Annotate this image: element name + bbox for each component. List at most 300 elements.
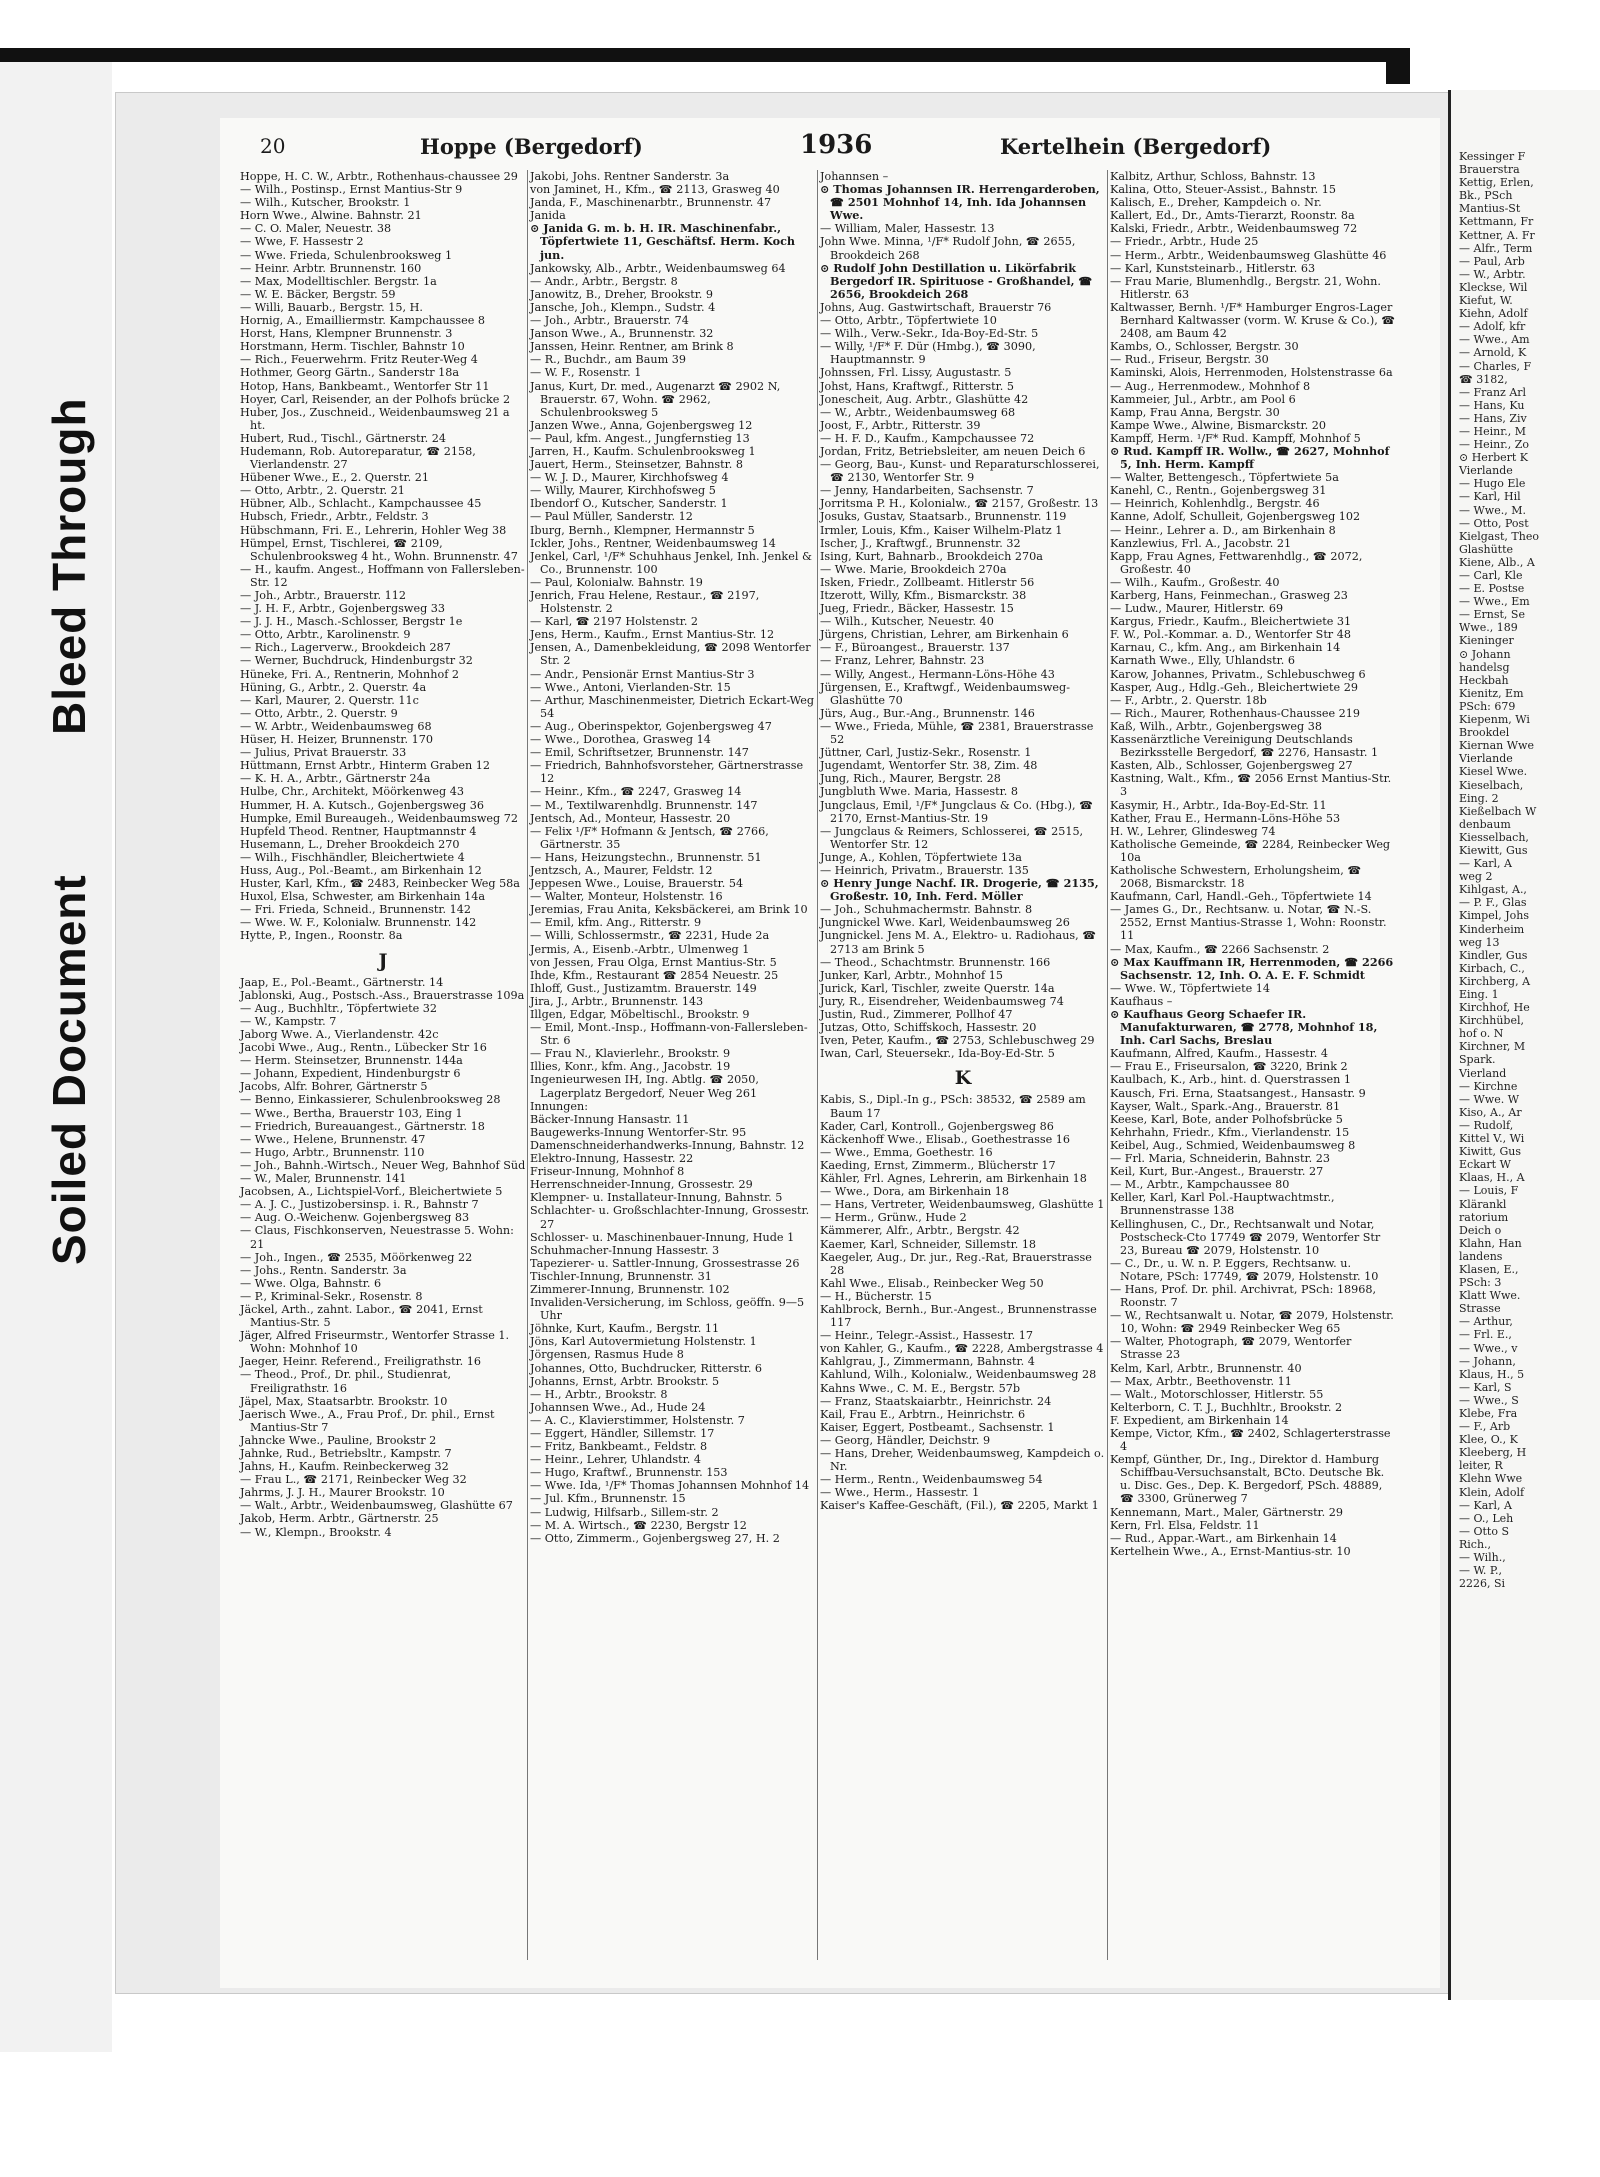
directory-entry: Hüttmann, Ernst Arbtr., Hinterm Graben 12 [240, 759, 491, 773]
directory-entry: — Arthur, Maschinenmeister, Dietrich Eckart-Weg 54 [530, 693, 815, 720]
adjacent-entry: Klehn Wwe [1459, 1472, 1523, 1486]
directory-entry: Humpke, Emil Bureaugeh., Weidenbaumsweg 72 [240, 811, 518, 825]
directory-entry: — J. H. F., Arbtr., Gojenbergsweg 33 [240, 602, 446, 616]
directory-entry: — Heinrich, Privatm., Brauerstr. 135 [820, 863, 1029, 877]
directory-entry: F. W., Pol.-Kommar. a. D., Wentorfer Str 48 [1110, 628, 1351, 642]
directory-entry: — M. A. Wirtsch., ☎ 2230, Bergstr 12 [530, 1518, 747, 1532]
directory-entry: — Georg, Bau-, Kunst- und Reparaturschlosserei, ☎ 2130, Wentorfer Str. 9 [820, 458, 1100, 485]
column-divider [527, 170, 528, 1960]
directory-entry: Ihloff, Gust., Justizamtm. Brauerstr. 149 [530, 981, 757, 995]
adjacent-entry: — Adolf, kfr [1459, 320, 1526, 334]
directory-entry: — Wilh., Postinsp., Ernst Mantius-Str 9 [240, 183, 463, 197]
directory-entry: ⊙ Thomas Johannsen IR. Herrengarderoben, ☎ 2501 Mohnhof 14, Inh. Ida Johannsen Wwe. [820, 182, 1100, 223]
directory-entry: — Wilh., Fischhändler, Bleichertwiete 4 [240, 850, 465, 864]
adjacent-entry: Klebe, Fra [1459, 1407, 1518, 1420]
directory-entry: Kahlund, Wilh., Kolonialw., Weidenbaumsweg 28 [820, 1368, 1097, 1382]
directory-entry: — Friedrich, Bahnhofsvorsteher, Gärtnerstrasse 12 [530, 759, 804, 786]
directory-entry: Johanns, Ernst, Arbtr. Brookstr. 5 [530, 1374, 720, 1388]
directory-entry: Jahrms, J. J. H., Maurer Brookstr. 10 [240, 1486, 445, 1500]
directory-entry: — Wwe., Emma, Goethestr. 16 [820, 1145, 993, 1159]
directory-entry: Kelterborn, C. T. J., Buchhltr., Brookstr. 2 [1110, 1400, 1343, 1414]
column-1 [240, 170, 526, 1960]
directory-entry: — Rud., Appar.-Wart., am Birkenhain 14 [1110, 1531, 1337, 1545]
page-header [240, 130, 1440, 160]
directory-entry: Jahnke, Rud., Betriebsltr., Kampstr. 7 [240, 1447, 452, 1460]
directory-entry: — Walt., Motorschlosser, Hitlerstr. 55 [1110, 1387, 1324, 1401]
directory-entry: — H., Bücherstr. 15 [820, 1289, 932, 1303]
directory-entry: — Wwe., Helene, Brunnenstr. 47 [240, 1132, 426, 1146]
directory-entry: — Joh., Arbtr., Brauerstr. 74 [530, 314, 689, 328]
directory-entry: Hytte, P., Ingen., Roonstr. 8a [240, 929, 403, 943]
directory-entry: — Frau L., ☎ 2171, Reinbecker Weg 32 [240, 1473, 467, 1487]
adjacent-entry: — Heinr., Zo [1459, 438, 1530, 452]
directory-entry: — Otto, Zimmerm., Gojenbergsweg 27, H. 2 [530, 1531, 780, 1545]
directory-entry: Illies, Konr., kfm. Ang., Jacobstr. 19 [530, 1060, 731, 1074]
directory-entry: Jaborg Wwe. A., Vierlandenstr. 42c [240, 1028, 439, 1041]
directory-entry: Janowitz, B., Dreher, Brookstr. 9 [530, 287, 714, 301]
adjacent-entry: PSch: 3 [1459, 1276, 1502, 1290]
directory-entry: Kammeier, Jul., Arbtr., am Pool 6 [1110, 392, 1296, 406]
adjacent-entry: Brookdel [1459, 726, 1510, 740]
directory-entry: Jira, J., Arbtr., Brunnenstr. 143 [530, 994, 704, 1008]
directory-entry: — Jenny, Handarbeiten, Sachsenstr. 7 [820, 484, 1034, 498]
directory-entry: — K. H. A., Arbtr., Gärtnerstr 24a [240, 772, 431, 786]
directory-entry: — Otto, Arbtr., Karolinenstr. 9 [240, 628, 411, 642]
directory-entry: — Felix ¹/F* Hofmann & Jentsch, ☎ 2766, Gärtnerstr. 35 [530, 824, 769, 851]
directory-entry: — Max, Modelltischler. Bergstr. 1a [240, 274, 437, 288]
directory-entry: Schlosser- u. Maschinenbauer-Innung, Hude 1 [530, 1230, 795, 1244]
directory-entry: — Georg, Händler, Deichstr. 9 [820, 1433, 991, 1447]
directory-entry: Katholische Schwestern, Erholungsheim, ☎ 2068, Bismarckstr. 18 [1110, 863, 1362, 891]
adjacent-entry: — W., Arbtr. [1459, 267, 1526, 281]
adjacent-entry: Kiewitt, Gus [1459, 843, 1528, 857]
directory-entry: Jankowsky, Alb., Arbtr., Weidenbaumsweg 64 [530, 261, 786, 275]
directory-entry: — Walter, Photograph, ☎ 2079, Wentorfer Strasse 23 [1110, 1335, 1352, 1362]
directory-entry: — W., Klempn., Brookstr. 4 [240, 1525, 392, 1539]
adjacent-entry: Mantius-St [1459, 202, 1521, 216]
adjacent-entry: — Karl, S [1459, 1380, 1512, 1394]
adjacent-entry: Kieselbach, [1459, 778, 1524, 792]
directory-entry: — Wwe., Herm., Hassestr. 1 [820, 1486, 980, 1500]
directory-entry: — Theod., Prof., Dr. phil., Studienrat, Freiligrathstr. 16 [240, 1368, 452, 1395]
directory-entry: Jöns, Karl Autovermietung Holstenstr. 1 [530, 1335, 757, 1349]
directory-entry: — Aug., Oberinspektor, Gojenbergsweg 47 [530, 719, 772, 733]
adjacent-entry: — Hugo Ele [1459, 477, 1526, 491]
adjacent-entry: — Paul, Arb [1459, 254, 1525, 268]
directory-entry: Kastning, Walt., Kfm., ☎ 2056 Ernst Mantius-Str. 3 [1110, 772, 1392, 799]
directory-entry: — Emil, kfm. Ang., Ritterstr. 9 [530, 916, 702, 930]
directory-entry: — Willi, Schlossermstr., ☎ 2231, Hude 2a [530, 929, 770, 943]
directory-page [220, 118, 1440, 1988]
column-3 [820, 170, 1106, 1960]
directory-entry: von Jaminet, H., Kfm., ☎ 2113, Grasweg 40 [530, 183, 780, 197]
adjacent-entry: Eing. 1 [1459, 988, 1499, 1001]
side-labels [42, 265, 102, 1285]
directory-entry: — Wwe, F. Hassestr 2 [240, 235, 364, 249]
directory-entry: — Hugo, Arbtr., Brunnenstr. 110 [240, 1145, 425, 1159]
directory-entry: Zimmerer-Innung, Brunnenstr. 102 [530, 1282, 730, 1296]
directory-entry: Justin, Rud., Zimmerer, Pollhof 47 [820, 1008, 1013, 1021]
column-divider [1107, 170, 1108, 1960]
directory-entry: Kasper, Aug., Hdlg.-Geh., Bleichertwiete 29 [1110, 680, 1358, 694]
adjacent-entry: — Wwe. W [1459, 1092, 1520, 1106]
directory-entry: Hothmer, Georg Gärtn., Sanderstr 18a [240, 366, 460, 380]
directory-entry: Kahlbrock, Bernh., Bur.-Angest., Brunnenstrasse 117 [820, 1302, 1097, 1330]
directory-entry: Kelm, Karl, Arbtr., Brunnenstr. 40 [1110, 1361, 1302, 1375]
directory-entry: — Walter, Bettengesch., Töpfertwiete 5a [1110, 471, 1339, 485]
adjacent-entry: ⊙ Johann [1459, 647, 1511, 661]
directory-entry: Kertelhein Wwe., A., Ernst-Mantius-str. 10 [1110, 1544, 1351, 1558]
directory-entry: — Rich., Maurer, Rothenhaus-Chaussee 219 [1110, 706, 1360, 720]
directory-entry: — Jungclaus & Reimers, Schlosserei, ☎ 2515, Wentorfer Str. 12 [820, 824, 1084, 851]
directory-entry: — W., Arbtr., Weidenbaumsweg 68 [820, 405, 1016, 419]
directory-entry: — W., Kampstr. 7 [240, 1014, 337, 1028]
directory-entry: — Willi, Bauarb., Bergstr. 15, H. [240, 300, 423, 314]
directory-entry: — P., Kriminal-Sekr., Rosenstr. 8 [240, 1289, 423, 1303]
adjacent-entry: Kettig, Erlen, [1459, 176, 1534, 190]
directory-entry: Iven, Peter, Kaufm., ☎ 2753, Schlebuschweg 29 [820, 1034, 1095, 1048]
section-letter: K [954, 1067, 972, 1090]
directory-entry: — Otto, Arbtr., Töpfertwiete 10 [820, 314, 997, 328]
directory-entry: — J. J. H., Masch.-Schlosser, Bergstr 1e [240, 615, 463, 629]
adjacent-entry: — Arthur, [1459, 1315, 1513, 1329]
directory-entry: — Emil, Mont.-Insp., Hoffmann-von-Fallersleben-Str. 6 [530, 1021, 808, 1048]
directory-entry: — Wwe., Dorothea, Grasweg 14 [530, 733, 711, 747]
directory-entry: Baugewerks-Innung Wentorfer-Str. 95 [530, 1125, 747, 1139]
directory-entry: — Friedr., Arbtr., Hude 25 [1110, 235, 1259, 249]
directory-entry: Kaltwasser, Bernh. ¹/F* Hamburger Engros-Lager Bernhard Kaltwasser (vorm. W. Kruse & Co.), ☎ 2408, am Baum 42 [1110, 300, 1396, 341]
directory-entry: Jäckel, Arth., zahnt. Labor., ☎ 2041, Ernst Mantius-Str. 5 [240, 1302, 483, 1330]
adjacent-entry: — Frl. E., [1459, 1328, 1512, 1342]
directory-entry: Jacobi Wwe., Aug., Rentn., Lübecker Str 16 [240, 1041, 487, 1055]
adjacent-entry: Kessinger F [1459, 150, 1526, 163]
directory-entry: — Julius, Privat Brauerstr. 33 [240, 746, 407, 760]
directory-entry: Klempner- u. Installateur-Innung, Bahnstr. 5 [530, 1191, 783, 1205]
directory-entry: Herrenschneider-Innung, Grossestr. 29 [530, 1178, 753, 1192]
directory-entry: — M., Textilwarenhdlg. Brunnenstr. 147 [530, 798, 758, 812]
adjacent-entry: Kittel V., Wi [1459, 1132, 1525, 1146]
directory-entry: Jensen, A., Damenbekleidung, ☎ 2098 Wentorfer Str. 2 [530, 641, 811, 668]
directory-entry: Hüneke, Fri. A., Rentnerin, Mohnhof 2 [240, 667, 460, 681]
directory-entry: Kallert, Ed., Dr., Amts-Tierarzt, Roonstr. 8a [1110, 209, 1355, 223]
directory-entry: — Theod., Schachtmstr. Brunnenstr. 166 [820, 955, 1051, 969]
directory-entry: Janssen, Heinr. Rentner, am Brink 8 [530, 340, 734, 354]
directory-entry: von Jessen, Frau Olga, Ernst Mantius-Str. 5 [530, 955, 777, 969]
adjacent-entry: Kieninger [1459, 634, 1514, 648]
directory-entry: Kehrhahn, Friedr., Kfm., Vierlandenstr. 15 [1110, 1125, 1350, 1139]
directory-entry: — Wwe., Frieda, Mühle, ☎ 2381, Brauerstrasse 52 [820, 719, 1094, 747]
directory-entry: Huxol, Elsa, Schwester, am Birkenhain 14a [240, 890, 486, 904]
adjacent-entry: Klahn, Han [1459, 1236, 1522, 1250]
directory-entry: Kasten, Alb., Schlosser, Gojenbergsweg 27 [1110, 759, 1353, 773]
directory-entry: — Paul, Kolonialw. Bahnstr. 19 [530, 575, 703, 589]
directory-entry: Janus, Kurt, Dr. med., Augenarzt ☎ 2902 N, Brauerstr. 67, Wohn. ☎ 2962, Schulenbrooksweg 5 [530, 379, 781, 419]
directory-entry: Ihde, Kfm., Restaurant ☎ 2854 Neuestr. 25 [530, 968, 779, 982]
directory-entry: Johnssen, Frl. Lissy, Augustastr. 5 [820, 366, 1012, 380]
section-letter: J [378, 949, 388, 972]
directory-entry: Jäger, Alfred Friseurmstr., Wentorfer Strasse 1. Wohn: Mohnhof 10 [240, 1329, 510, 1356]
directory-entry: Kargus, Friedr., Kaufm., Bleichertwiete 31 [1110, 615, 1352, 629]
directory-entry: — Willy, Angest., Hermann-Löns-Höhe 43 [820, 667, 1055, 681]
directory-entry: Hübschmann, Fri. E., Lehrerin, Hohler Weg 38 [240, 523, 507, 537]
directory-entry: Kahlgrau, J., Zimmermann, Bahnstr. 4 [820, 1355, 1035, 1369]
directory-entry: — W. Arbtr., Weidenbaumsweg 68 [240, 719, 432, 733]
directory-entry: Kampe Wwe., Alwine, Bismarckstr. 20 [1110, 418, 1327, 432]
directory-entry: — Johann, Expedient, Hindenburgstr 6 [240, 1067, 461, 1081]
directory-entry: Hübener Wwe., E., 2. Querstr. 21 [240, 471, 429, 485]
adjacent-entry: — Wilh., [1459, 1551, 1506, 1565]
directory-entry: Hübner, Alb., Schlacht., Kampchaussee 45 [240, 497, 482, 511]
directory-entry: Kaufmann, Carl, Handl.-Geh., Töpfertwiete 14 [1110, 890, 1372, 904]
directory-entry: Jermis, A., Eisenb.-Arbtr., Ulmenweg 1 [530, 942, 750, 956]
directory-entry: Hummer, H. A. Kutsch., Gojenbergsweg 36 [240, 798, 484, 812]
directory-entry: Hudemann, Rob. Autoreparatur, ☎ 2158, Vierlandenstr. 27 [240, 444, 476, 472]
directory-entry: Horstmann, Herm. Tischler, Bahnstr 10 [240, 340, 465, 354]
directory-entry: — Werner, Buchdruck, Hindenburgstr 32 [240, 654, 473, 668]
adjacent-entry: — Karl, A [1459, 857, 1512, 871]
directory-entry: — Hugo, Kraftwf., Brunnenstr. 153 [530, 1466, 728, 1480]
directory-entry: Ibendorf O., Kutscher, Sanderstr. 1 [530, 497, 728, 511]
directory-entry: Huster, Karl, Kfm., ☎ 2483, Reinbecker Weg 58a [240, 877, 520, 891]
directory-entry: — Rich., Feuerwehrm. Fritz Reuter-Weg 4 [240, 353, 478, 367]
directory-entry: — M., Arbtr., Kampchaussee 80 [1110, 1178, 1290, 1192]
adjacent-entry: — Otto S [1459, 1524, 1510, 1538]
directory-entry: — Heinr., Kfm., ☎ 2247, Grasweg 14 [530, 785, 742, 799]
directory-entry: Kempf, Günther, Dr., Ing., Direktor d. Hamburg Schiffbau-Versuchsanstalt, BCto. Deutsche Bk. u. Disc. Ges., Dep. K. Bergedorf, PSch. 48889, ☎ 3300, Grünerweg 7 [1110, 1453, 1385, 1506]
directory-entry: Jury, R., Eisendreher, Weidenbaumsweg 74 [820, 994, 1064, 1008]
adjacent-entry: Klee, O., K [1459, 1433, 1518, 1447]
directory-entry: Kennemann, Mart., Maler, Gärtnerstr. 29 [1110, 1505, 1344, 1519]
directory-entry: Hubert, Rud., Tischl., Gärtnerstr. 24 [240, 431, 446, 445]
adjacent-entry: — Karl, A [1459, 1498, 1512, 1512]
directory-entry: Hupfeld Theod. Rentner, Hauptmannstr 4 [240, 824, 477, 838]
directory-entry: — Paul Müller, Sanderstr. 12 [530, 510, 693, 524]
directory-entry: — Franz, Staatskaiarbtr., Heinrichstr. 24 [820, 1394, 1052, 1408]
adjacent-entry: Kimpel, Johs [1459, 909, 1529, 923]
directory-entry: Huss, Aug., Pol.-Beamt., am Birkenhain 12 [240, 863, 482, 877]
directory-entry: Kaeding, Ernst, Zimmerm., Blücherstr 17 [820, 1158, 1056, 1172]
adjacent-entry: Kiefut, W. [1459, 294, 1513, 308]
bleed-through-label: Bleed Through [43, 397, 95, 735]
directory-entry: — Heinr., Lehrer, Uhlandstr. 4 [530, 1453, 701, 1467]
adjacent-entry: Kiesselbach, [1459, 830, 1529, 844]
adjacent-entry: Vierland [1459, 1066, 1507, 1080]
directory-entry: Horn Wwe., Alwine. Bahnstr. 21 [240, 209, 422, 223]
directory-entry: Kalina, Otto, Steuer-Assist., Bahnstr. 15 [1110, 183, 1336, 197]
directory-entry: Jenkel, Carl, ¹/F* Schuhhaus Jenkel, Inh. Jenkel & Co., Brunnenstr. 100 [530, 549, 812, 576]
adjacent-entry: Brauerstra [1459, 163, 1520, 177]
adjacent-entry: Kiene, Alb., A [1459, 555, 1535, 569]
directory-entry: Kahns Wwe., C. M. E., Bergstr. 57b [820, 1381, 1020, 1395]
directory-entry: — F., Arbtr., 2. Querstr. 18b [1110, 693, 1267, 707]
directory-entry: Hüning, G., Arbtr., 2. Querstr. 4a [240, 680, 427, 694]
directory-entry: — Walter, Monteur, Holstenstr. 16 [530, 890, 723, 904]
directory-entry: Kalbitz, Arthur, Schloss, Bahnstr. 13 [1110, 170, 1316, 183]
adjacent-entry: Kiernan Wwe [1459, 739, 1534, 753]
adjacent-entry: landens [1459, 1249, 1503, 1263]
directory-entry: Keller, Karl, Karl Pol.-Hauptwachtmstr., Brunnenstrasse 138 [1110, 1191, 1335, 1218]
directory-entry: — Andr., Arbtr., Bergstr. 8 [530, 274, 678, 288]
directory-entry: Jablonski, Aug., Postsch.-Ass., Brauerstrasse 109a [240, 988, 525, 1002]
adjacent-entry: Kiehn, Adolf [1459, 307, 1528, 321]
adjacent-entry: Bk., PSch [1459, 189, 1513, 203]
directory-entry: Kapp, Frau Agnes, Fettwarenhdlg., ☎ 2072, Großestr. 40 [1110, 549, 1363, 576]
directory-entry: — Claus, Fischkonserven, Neuestrasse 5. Wohn: 21 [240, 1224, 514, 1251]
adjacent-entry: weg 13 [1459, 935, 1500, 949]
directory-entry: — H., kaufm. Angest., Hoffmann von Fallersleben-Str. 12 [240, 562, 525, 589]
adjacent-entry: Kirchhübel, [1459, 1014, 1524, 1028]
directory-entry: — Heinrich, Kohlenhdlg., Bergstr. 46 [1110, 497, 1320, 511]
directory-entry: Jung, Rich., Maurer, Bergstr. 28 [820, 772, 1001, 786]
adjacent-entry: ⊙ Herbert K [1459, 451, 1529, 465]
directory-entry: — Wwe., Dora, am Birkenhain 18 [820, 1185, 1009, 1199]
soiled-document-label: Soiled Document [43, 874, 95, 1265]
adjacent-entry: — Arnold, K [1459, 346, 1527, 360]
directory-entry: — Wwe. Ida, ¹/F* Thomas Johannsen Mohnhof 14 [530, 1479, 810, 1493]
directory-entry: Jäpel, Max, Staatsarbtr. Brookstr. 10 [240, 1394, 448, 1408]
directory-entry: Jungclaus, Emil, ¹/F* Jungclaus & Co. (Hbg.), ☎ 2170, Ernst-Mantius-Str. 19 [820, 798, 1094, 825]
directory-entry: Kanehl, C., Rentn., Gojenbergsweg 31 [1110, 484, 1327, 498]
scanner-top-border [0, 48, 1410, 62]
adjacent-entry: Kettner, A. Fr [1459, 228, 1535, 242]
directory-entry: — Wilh., Kutscher, Neuestr. 40 [820, 615, 994, 629]
directory-entry: Jugendamt, Wentorfer Str. 38, Zim. 48 [820, 759, 1038, 773]
directory-entry: Jurick, Karl, Tischler, zweite Querstr. 14a [820, 981, 1055, 995]
directory-entry: H. W., Lehrer, Glindesweg 74 [1110, 824, 1276, 838]
directory-entry: — H. F. D., Kaufm., Kampchaussee 72 [820, 431, 1035, 445]
directory-entry: — James G., Dr., Rechtsanw. u. Notar, ☎ N.-S. 2552, Ernst Mantius-Strasse 1, Wohn: Roonstr. 11 [1110, 903, 1387, 943]
directory-columns [240, 170, 1420, 1960]
adjacent-entry: Kirbach, C., [1459, 961, 1525, 975]
directory-entry: Jorritsma P. H., Kolonialw., ☎ 2157, Großestr. 13 [820, 497, 1099, 511]
directory-entry: Kaegeler, Aug., Dr. jur., Reg.-Rat, Brauerstrasse 28 [820, 1250, 1092, 1277]
directory-entry: Schuhmacher-Innung Hassestr. 3 [530, 1243, 720, 1257]
directory-entry: Iwan, Carl, Steuersekr., Ida-Boy-Ed-Str. 5 [820, 1047, 1055, 1061]
directory-entry: Kausch, Fri. Erna, Staatsangest., Hansastr. 9 [1110, 1086, 1366, 1100]
directory-entry: Innungen: [530, 1099, 588, 1113]
directory-entry: Kellinghusen, C., Dr., Rechtsanwalt und Notar, Postscheck-Cto 17749 ☎ 2079, Wentorfer Str 23, Bureau ☎ 2079, Holstenstr. 10 [1110, 1217, 1381, 1257]
adjacent-entry: denbaum [1459, 817, 1511, 831]
directory-entry: Johannsen – [820, 170, 889, 183]
directory-entry: Janzen Wwe., Anna, Gojenbergsweg 12 [530, 418, 753, 432]
directory-entry: — A. J. C., Justizobersinsp. i. R., Bahnstr 7 [240, 1198, 479, 1212]
column-divider [817, 170, 818, 1960]
directory-entry: Jaerisch Wwe., A., Frau Prof., Dr. phil., Ernst Mantius-Str 7 [240, 1407, 495, 1434]
column-2 [530, 170, 816, 1960]
directory-entry: — Herm. Steinsetzer, Brunnenstr. 144a [240, 1054, 463, 1068]
adjacent-entry: — E. Postse [1459, 582, 1525, 596]
directory-entry: Iburg, Bernh., Klempner, Hermannstr 5 [530, 523, 755, 537]
directory-entry: — C., Dr., u. W. n. P. Eggers, Rechtsanw. u. Notare, PSch: 17749, ☎ 2079, Holstenstr. 10 [1110, 1256, 1379, 1283]
directory-entry: Kähler, Frl. Agnes, Lehrerin, am Birkenhain 18 [820, 1172, 1087, 1186]
adjacent-entry: — Ernst, Se [1459, 608, 1525, 622]
directory-entry: Huber, Jos., Zuschneid., Weidenbaumsweg 21 a ht. [240, 405, 510, 432]
directory-entry: Johannes, Otto, Buchdrucker, Ritterstr. 6 [530, 1361, 763, 1375]
adjacent-entry: Heckbah [1459, 673, 1509, 687]
directory-entry: Irmler, Louis, Kfm., Kaiser Wilhelm-Platz 1 [820, 523, 1063, 537]
adjacent-entry: PSch: 679 [1459, 699, 1516, 713]
directory-entry: — Otto, Arbtr., 2. Querstr. 21 [240, 484, 405, 498]
adjacent-entry: — Rudolf, [1459, 1118, 1514, 1132]
directory-entry: Kather, Frau E., Hermann-Löns-Höhe 53 [1110, 811, 1341, 825]
directory-entry: — Wwe. Olga, Bahnstr. 6 [240, 1276, 382, 1290]
adjacent-entry: — Wwe., S [1459, 1393, 1519, 1407]
directory-entry: John Wwe. Minna, ¹/F* Rudolf John, ☎ 2655, Brookdeich 268 [820, 235, 1076, 262]
directory-entry: Jakob, Herm. Arbtr., Gärtnerstr. 25 [240, 1512, 439, 1526]
directory-entry: Kayser, Walt., Spark.-Ang., Brauerstr. 81 [1110, 1099, 1341, 1113]
directory-entry: Kaufmann, Alfred, Kaufm., Hassestr. 4 [1110, 1047, 1328, 1061]
adjacent-entry: Kießelbach W [1459, 804, 1537, 818]
directory-entry: Jörgensen, Rasmus Hude 8 [530, 1348, 684, 1362]
header-right-title: Kertelhein (Bergedorf) [1000, 134, 1272, 159]
directory-entry: Janson Wwe., A., Brunnenstr. 32 [530, 327, 714, 341]
directory-entry: — Hans, Dreher, Weidenbaumsweg, Kampdeich o. Nr. [820, 1447, 1105, 1474]
adjacent-entry: Kleeberg, H [1459, 1446, 1527, 1460]
directory-entry: — Benno, Einkassierer, Schulenbrooksweg 28 [240, 1093, 501, 1107]
directory-entry: — Andr., Pensionär Ernst Mantius-Str 3 [530, 667, 755, 681]
adjacent-entry: Kiso, A., Ar [1459, 1105, 1522, 1119]
directory-entry: — Hans, Vertreter, Weidenbaumsweg, Glashütte 1 [820, 1198, 1105, 1212]
directory-entry: — Hans, Heizungstechn., Brunnenstr. 51 [530, 850, 762, 864]
adjacent-entry: — Wwe., Em [1459, 595, 1530, 609]
directory-entry: — Herm., Rentn., Weidenbaumsweg 54 [820, 1473, 1043, 1487]
directory-entry: — Rud., Friseur, Bergstr. 30 [1110, 353, 1269, 367]
directory-entry: Illgen, Edgar, Möbeltischl., Brookstr. 9 [530, 1008, 750, 1021]
adjacent-entry: ratorium [1459, 1210, 1509, 1224]
adjacent-entry: Kiwitt, Gus [1459, 1145, 1522, 1159]
directory-entry: — Willy, Maurer, Kirchhofsweg 5 [530, 484, 716, 498]
directory-entry: — Friedrich, Bureauangest., Gärtnerstr. 18 [240, 1119, 485, 1133]
directory-entry: Hotop, Hans, Bankbeamt., Wentorfer Str 11 [240, 379, 490, 393]
directory-entry: — Herm., Grünw., Hude 2 [820, 1211, 967, 1225]
adjacent-entry: — O., Leh [1459, 1511, 1514, 1525]
directory-entry: Kaß, Wilh., Arbtr., Gojenbergsweg 38 [1110, 719, 1322, 733]
directory-entry: Käckenhoff Wwe., Elisab., Goethestrasse 16 [820, 1132, 1071, 1146]
adjacent-entry: Klatt Wwe. [1459, 1289, 1521, 1303]
directory-entry: Jens, Herm., Kaufm., Ernst Mantius-Str. 12 [530, 628, 775, 642]
directory-entry: — Max, Arbtr., Beethovenstr. 11 [1110, 1374, 1292, 1388]
directory-entry: Jungnickel Wwe. Karl, Weidenbaumsweg 26 [820, 916, 1070, 930]
directory-entry: Ising, Kurt, Bahnarb., Brookdeich 270a [820, 549, 1043, 563]
adjacent-page-edge [1448, 90, 1600, 2000]
scanner-top-block [1386, 48, 1410, 84]
directory-entry: Jonescheit, Aug. Arbtr., Glashütte 42 [820, 392, 1029, 406]
directory-entry: Jacobsen, A., Lichtspiel-Vorf., Bleichertwiete 5 [240, 1185, 503, 1199]
directory-entry: — Franz, Lehrer, Bahnstr. 23 [820, 654, 985, 668]
directory-entry: Tapezierer- u. Sattler-Innung, Grossestrasse 26 [530, 1256, 800, 1270]
directory-entry: Hubsch, Friedr., Arbtr., Feldstr. 3 [240, 510, 429, 524]
directory-entry: von Kahler, G., Kaufm., ☎ 2228, Ambergstrasse 4 [820, 1342, 1104, 1356]
directory-entry: Kalisch, E., Dreher, Kampdeich o. Nr. [1110, 196, 1322, 210]
adjacent-entry: — Heinr., M [1459, 424, 1527, 438]
directory-entry: Itzerott, Willy, Kfm., Bismarckstr. 38 [820, 589, 1027, 602]
adjacent-entry: Eing. 2 [1459, 791, 1499, 805]
directory-entry: Hümpel, Ernst, Tischlerei, ☎ 2109, Schulenbrooksweg 4 ht., Wohn. Brunnenstr. 47 [240, 536, 518, 563]
adjacent-entry: Klaas, H., A [1459, 1171, 1525, 1185]
directory-entry: — W. E. Bäcker, Bergstr. 59 [240, 287, 396, 301]
header-left-title: Hoppe (Bergedorf) [420, 134, 643, 159]
directory-entry: — Otto, Arbtr., 2. Querstr. 9 [240, 706, 398, 720]
directory-entry: Jarren, H., Kaufm. Schulenbrooksweg 1 [530, 444, 756, 458]
adjacent-entry: Rich., [1459, 1537, 1492, 1551]
directory-entry: — Heinr. Arbtr. Brunnenstr. 160 [240, 261, 422, 275]
directory-entry: Jungbluth Wwe. Maria, Hassestr. 8 [820, 785, 1019, 799]
directory-entry: Ischer, J., Kraftwgf., Brunnenstr. 32 [820, 536, 1021, 550]
adjacent-entry: Klein, Adolf [1459, 1485, 1525, 1499]
adjacent-entry: hof o. N [1459, 1027, 1504, 1041]
adjacent-entry: — Wwe., Am [1459, 333, 1530, 347]
directory-entry: — Max, Kaufm., ☎ 2266 Sachsenstr. 2 [1110, 942, 1330, 956]
